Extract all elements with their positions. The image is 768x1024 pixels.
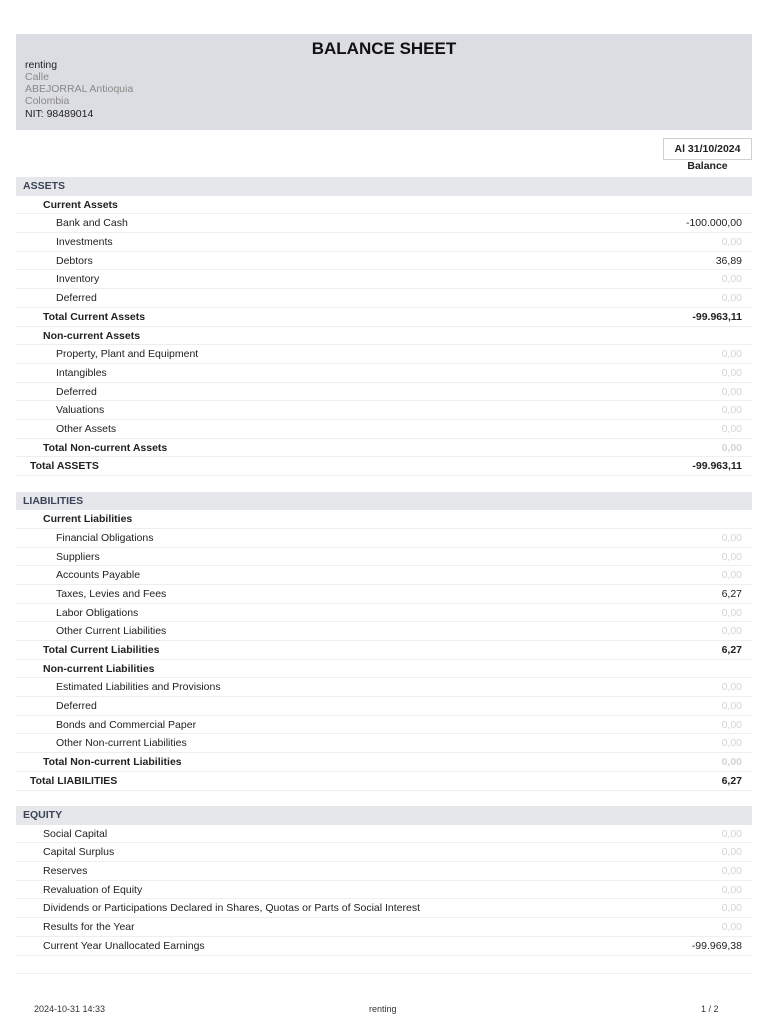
table-row	[16, 289, 752, 308]
total-label: Total LIABILITIES	[30, 774, 118, 787]
table-row	[16, 252, 752, 271]
section-spacer	[16, 791, 752, 807]
table-row	[16, 233, 752, 252]
table-row	[16, 270, 752, 289]
total-row	[16, 772, 752, 791]
company-address-city: ABEJORRAL Antioquia	[25, 83, 134, 95]
subtotal-value: 0,00	[721, 756, 742, 769]
section-label: LIABILITIES	[23, 494, 84, 507]
table-row-empty	[16, 956, 752, 975]
account-label: Investments	[56, 236, 113, 249]
account-label: Financial Obligations	[56, 531, 154, 544]
account-value: 36,89	[715, 254, 742, 267]
group-header	[16, 510, 752, 529]
section-spacer	[16, 476, 752, 492]
table-row	[16, 716, 752, 735]
subtotal-label: Total Non-current Liabilities	[43, 756, 182, 769]
group-label: Non-current Assets	[43, 329, 141, 342]
account-label: Suppliers	[56, 550, 100, 563]
table-row	[16, 678, 752, 697]
group-header	[16, 196, 752, 215]
report-title: BALANCE SHEET	[311, 39, 457, 58]
account-label: Bank and Cash	[56, 217, 128, 230]
footer-page-number: 1 / 2	[701, 1004, 719, 1014]
subtotal-label: Total Non-current Assets	[43, 441, 168, 454]
table-row	[16, 622, 752, 641]
account-value: 0,00	[721, 569, 742, 582]
table-row	[16, 843, 752, 862]
account-value: 0,00	[721, 348, 742, 361]
report-header	[16, 34, 752, 130]
account-value: 0,00	[721, 625, 742, 638]
table-row	[16, 604, 752, 623]
table-row	[16, 529, 752, 548]
account-value: 0,00	[721, 273, 742, 286]
table-row	[16, 383, 752, 402]
account-value: 0,00	[721, 846, 742, 859]
table-row	[16, 420, 752, 439]
table-row	[16, 214, 752, 233]
table-row	[16, 345, 752, 364]
account-label: Other Current Liabilities	[56, 625, 167, 638]
account-value: 0,00	[721, 681, 742, 694]
account-label: Dividends or Participations Declared in Shares, Quotas or Parts of Social Interest	[43, 902, 421, 915]
subtotal-row	[16, 308, 752, 327]
account-label: Estimated Liabilities and Provisions	[56, 681, 221, 694]
section-header-liabilities	[16, 492, 752, 511]
account-label: Revaluation of Equity	[43, 883, 143, 896]
account-value: 0,00	[721, 606, 742, 619]
company-nit: NIT: 98489014	[25, 108, 94, 120]
subtotal-row	[16, 439, 752, 458]
section-label: EQUITY	[23, 809, 63, 821]
account-value: 0,00	[721, 236, 742, 249]
account-value: 0,00	[721, 865, 742, 878]
table-row	[16, 918, 752, 937]
account-label: Labor Obligations	[56, 606, 139, 619]
account-value: 0,00	[721, 422, 742, 435]
account-label: Bonds and Commercial Paper	[56, 718, 197, 731]
table-row	[16, 899, 752, 918]
account-value: 0,00	[721, 550, 742, 563]
table-row	[16, 548, 752, 567]
account-value: 0,00	[721, 700, 742, 713]
group-label: Current Assets	[43, 198, 118, 211]
account-label: Other Non-current Liabilities	[56, 737, 187, 750]
group-label: Current Liabilities	[43, 513, 133, 526]
account-label: Property, Plant and Equipment	[56, 348, 199, 361]
total-value: -99.963,11	[692, 460, 742, 473]
company-address-street: Calle	[25, 71, 49, 83]
account-value: 0,00	[721, 827, 742, 840]
account-label: Other Assets	[56, 422, 117, 435]
group-label: Non-current Liabilities	[43, 662, 155, 675]
account-label: Taxes, Levies and Fees	[56, 587, 167, 600]
table-row	[16, 566, 752, 585]
subtotal-value: 0,00	[721, 441, 742, 454]
account-value: 0,00	[721, 366, 742, 379]
account-value: 0,00	[721, 404, 742, 417]
total-value: 6,27	[721, 774, 742, 787]
balance-table	[16, 177, 752, 974]
subtotal-value: 6,27	[721, 644, 742, 656]
table-row	[16, 862, 752, 881]
account-label: Inventory	[56, 273, 100, 286]
account-value: 0,00	[721, 737, 742, 750]
account-value: 6,27	[721, 587, 742, 600]
account-label: Accounts Payable	[56, 569, 141, 582]
table-row	[16, 881, 752, 900]
company-address-country: Colombia	[25, 95, 70, 107]
account-label: Results for the Year	[43, 921, 135, 934]
company-name: renting	[25, 59, 58, 71]
section-header-assets	[16, 177, 752, 196]
section-header-equity	[16, 806, 752, 825]
group-header	[16, 660, 752, 679]
balance-column-header: Balance	[687, 160, 728, 172]
subtotal-label: Total Current Assets	[43, 310, 146, 323]
subtotal-label: Total Current Liabilities	[43, 644, 160, 656]
account-label: Debtors	[56, 254, 93, 267]
account-value: 0,00	[721, 921, 742, 934]
account-label: Current Year Unallocated Earnings	[43, 939, 205, 952]
table-row	[16, 937, 752, 956]
account-value: 0,00	[721, 385, 742, 398]
table-row	[16, 585, 752, 604]
account-value: 0,00	[721, 292, 742, 305]
account-label: Valuations	[56, 404, 105, 417]
table-row	[16, 697, 752, 716]
section-label: ASSETS	[23, 180, 66, 192]
account-label: Capital Surplus	[43, 846, 115, 859]
account-value: 0,00	[721, 883, 742, 896]
total-label: Total ASSETS	[30, 460, 99, 473]
account-label: Social Capital	[43, 827, 108, 840]
subtotal-row	[16, 753, 752, 772]
account-label: Deferred	[56, 700, 97, 713]
subtotal-value: -99.963,11	[692, 310, 742, 323]
account-value: -100.000,00	[685, 217, 742, 230]
account-value: 0,00	[721, 531, 742, 544]
footer-company: renting	[369, 1004, 397, 1014]
table-row	[16, 734, 752, 753]
account-value: 0,00	[721, 902, 742, 915]
table-row	[16, 364, 752, 383]
period-label: Al 31/10/2024	[663, 138, 752, 160]
total-row	[16, 457, 752, 476]
table-row	[16, 825, 752, 844]
table-row	[16, 401, 752, 420]
account-value: 0,00	[721, 718, 742, 731]
account-label: Intangibles	[56, 366, 107, 379]
account-value: -99.969,38	[691, 939, 742, 952]
group-header	[16, 327, 752, 346]
account-label: Reserves	[43, 865, 88, 878]
account-label: Deferred	[56, 385, 97, 398]
footer-datetime: 2024-10-31 14:33	[34, 1004, 106, 1014]
subtotal-row	[16, 641, 752, 660]
account-label: Deferred	[56, 292, 97, 305]
